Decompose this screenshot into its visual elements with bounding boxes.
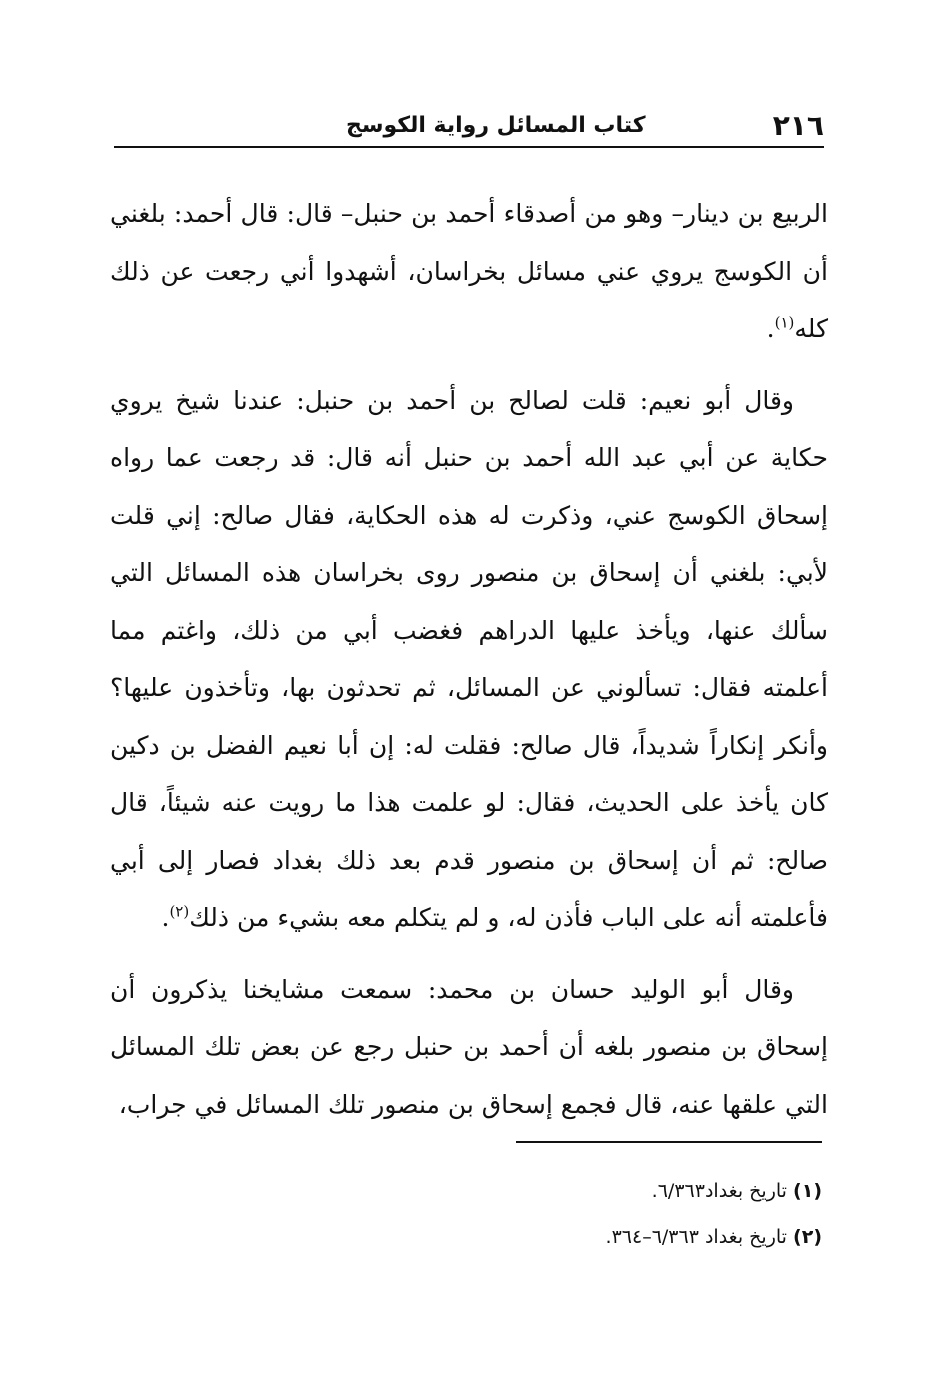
footnote (300, 1178, 822, 1204)
running-title: كتاب المسائل رواية الكوسج (346, 113, 646, 138)
footnote-reference: (٢) (169, 902, 190, 921)
page-header (114, 100, 824, 144)
paragraph (110, 372, 828, 947)
paragraph-end: . (161, 903, 170, 932)
footnote-separator (516, 1141, 822, 1143)
paragraph-text: الربيع بن دينار– وهو من أصدقاء أحمد بن حنبل– قال: قال أحمد: بلغني أن الكوسج يروي عني مسائل بخراسان، أشهدوا أني رجعت عن ذلك كله (110, 199, 828, 343)
paragraph (110, 185, 828, 358)
paragraph (110, 961, 828, 1134)
footnote (300, 1224, 822, 1250)
footnotes (300, 1178, 822, 1270)
paragraph-text: وقال أبو نعيم: قلت لصالح بن أحمد بن حنبل: عندنا شيخ يروي حكاية عن أبي عبد الله أحمد بن حنبل أنه قال: قد رجعت عما رواه إسحاق الكوسج عني، وذكرت له هذه الحكاية، فقال صالح: إني قلت لأبي: بلغني أن إسحاق بن منصور روى بخراسان هذه المسائل التي سألك عنها، ويأخذ عليها الدراهم فغضب أبي من ذلك، واغتم مما أعلمته فقال: تسألوني عن المسائل، ثم تحدثون بها، وتأخذون عليها؟ وأنكر إنكاراً شديداً، قال صالح: فقلت له: إن أبا نعيم الفضل بن دكين كان يأخذ على الحديث، فقال: لو علمت هذا ما رويت عنه شيئاً، قال صالح: ثم أن إسحاق بن منصور قدم بعد ذلك بغداد فصار إلى أبي فأعلمته أنه على الباب فأذن له، و لم يتكلم معه بشيء من ذلك (110, 385, 828, 932)
main-text (110, 185, 828, 1133)
footnote-reference: (١) (774, 313, 795, 332)
footnote-text: تاريخ بغداد٦/٣٦٣. (651, 1180, 794, 1202)
footnote-text: تاريخ بغداد ٦/٣٦٣–٣٦٤. (605, 1226, 794, 1248)
page-number: ٢١٦ (772, 109, 824, 142)
footnote-mark: (١) (793, 1180, 822, 1202)
paragraph-text: وقال أبو الوليد حسان بن محمد: سمعت مشايخنا يذكرون أن إسحاق بن منصور بلغه أن أحمد بن حنبل رجع عن بعض تلك المسائل التي علقها عنه، قال فجمع إسحاق بن منصور تلك المسائل في جراب، (110, 974, 828, 1119)
footnote-mark: (٢) (793, 1226, 822, 1248)
paragraph-end: . (766, 314, 775, 343)
header-rule (114, 146, 824, 148)
